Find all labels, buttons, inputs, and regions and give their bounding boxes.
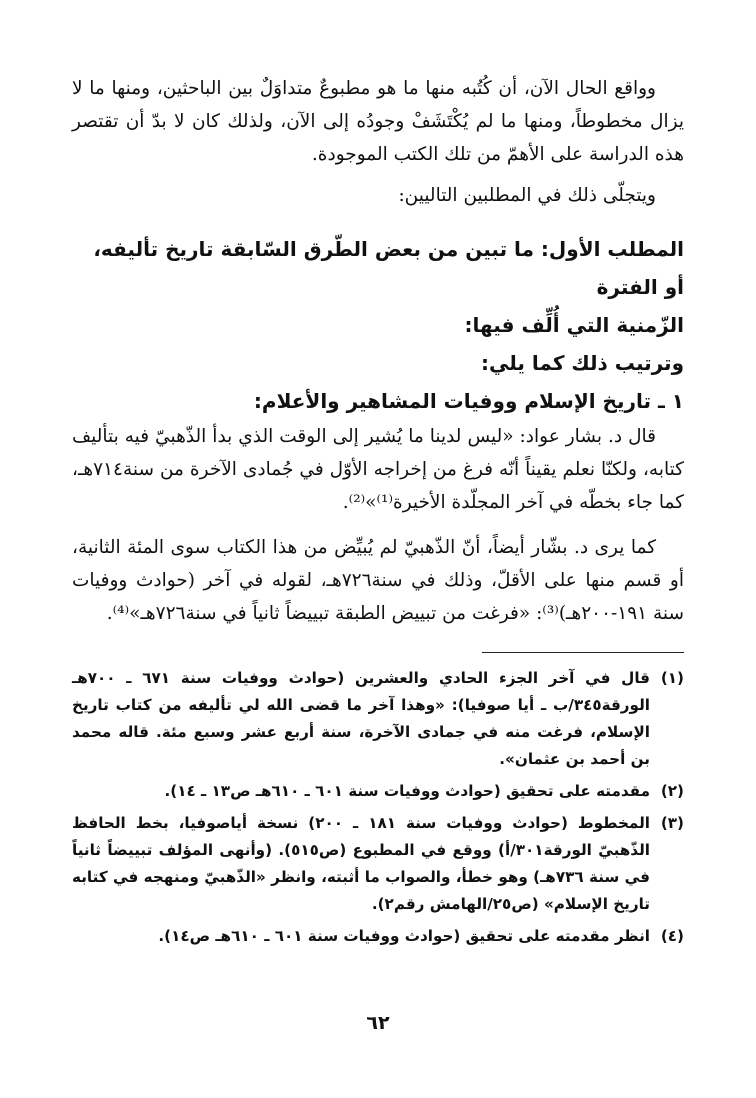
section-heading (72, 230, 684, 344)
footnote-text: مقدمته على تحقيق (حوادث ووفيات سنة ٦٠١ ـ ٦١٠هـ ص١٣ ـ ١٤). (164, 782, 650, 800)
footnote-2 (72, 778, 684, 805)
footnote-number: (٣) (660, 814, 684, 832)
footnote-number: (٤) (660, 927, 684, 945)
paragraph-bashar-opinion: كما يرى د. بشّار أيضاً، أنّ الذّهبيّ لم يُبيِّض من هذا الكتاب سوى المئة الثانية، أو قسم منها على الأقلّ، وذلك في سنة٧٢٦هـ، لقوله في آخر (حوادث ووفيات سنة ١٩١-٢٠٠هـ)⁽³⁾: «فرغت من تبييض الطبقة تبييضاً ثانياً في سنة٧٢٦هـ»⁽⁴⁾. (72, 537, 684, 624)
footnote-text: انظر مقدمته على تحقيق (حوادث ووفيات سنة ٦٠١ ـ ٦١٠هـ ص١٤). (158, 927, 650, 945)
section-heading-line2: الزّمنية التي أُلِّف فيها: (464, 313, 684, 337)
footnote-number: (٢) (660, 782, 684, 800)
footnote-1 (72, 665, 684, 773)
paragraph-two-sections: ويتجلّى ذلك في المطلبين التاليين: (398, 185, 656, 206)
paragraph-bashar-quote: قال د. بشار عواد: «ليس لدينا ما يُشير إلى الوقت الذي بدأ الذّهبيّ فيه بتأليف كتابه، ولكنّا نعلم يقيناً أنّه فرغ من إخراجه الأوّل في جُمادى الآخرة من سنة٧١٤هـ، كما جاء بخطّه في آخر المجلّدة الأخيرة⁽¹⁾»⁽²⁾. (72, 426, 684, 513)
footnote-text: المخطوط (حوادث ووفيات سنة ١٨١ ـ ٢٠٠) نسخة أياصوفيا، بخط الحافظ الذّهبيّ الورقة٣٠١/أ) ووقع في المطبوع (ص٥١٥). (وأنهى المؤلف تبييضاً ثانياً في سنة ٧٣٦هـ) وهو خطأ، والصواب ما أثبته، وانظر «الذّهبيّ ومنهجه في كتابه تاريخ الإسلام» (ص٢٥/الهامش رقم٢). (72, 814, 650, 913)
footnote-text: قال في آخر الجزء الحادي والعشرين (حوادث ووفيات سنة ٦٧١ ـ ٧٠٠هـ الورقة٣٤٥/ب ـ أيا صوفيا): «وهذا آخر ما قضى الله لي تأليفه من كتاب تاريخ الإسلام، فرغت منه في جمادى الآخرة، سنة أربع عشر وسبع مئة. قاله محمد بن أحمد بن عثمان». (72, 669, 650, 768)
arrangement-heading: وترتيب ذلك كما يلي: (481, 351, 684, 375)
page-number: ٦٢ (366, 1012, 390, 1034)
paragraph-current-state: وواقع الحال الآن، أن كُتُبه منها ما هو مطبوعٌ متداوَلٌ بين الباحثين، ومنها ما لا يزال مخطوطاً، ومنها ما لم يُكْتَشَفْ وجودُه إلى الآن، ولذلك كان لا بدّ أن تقتصر هذه الدراسة على الأهمّ من تلك الكتب الموجودة. (72, 78, 684, 165)
section-heading-line1: المطلب الأول: ما تبين من بعض الطّرق السّابقة تاريخ تأليفه، أو الفترة (93, 237, 684, 299)
item1-heading: ١ ـ تاريخ الإسلام ووفيات المشاهير والأعلام: (253, 389, 684, 413)
footnote-4 (72, 923, 684, 950)
footnote-separator (482, 652, 684, 653)
book-page (72, 72, 684, 955)
footnote-number: (١) (660, 669, 684, 687)
footnote-3 (72, 810, 684, 918)
footnotes (72, 665, 684, 950)
